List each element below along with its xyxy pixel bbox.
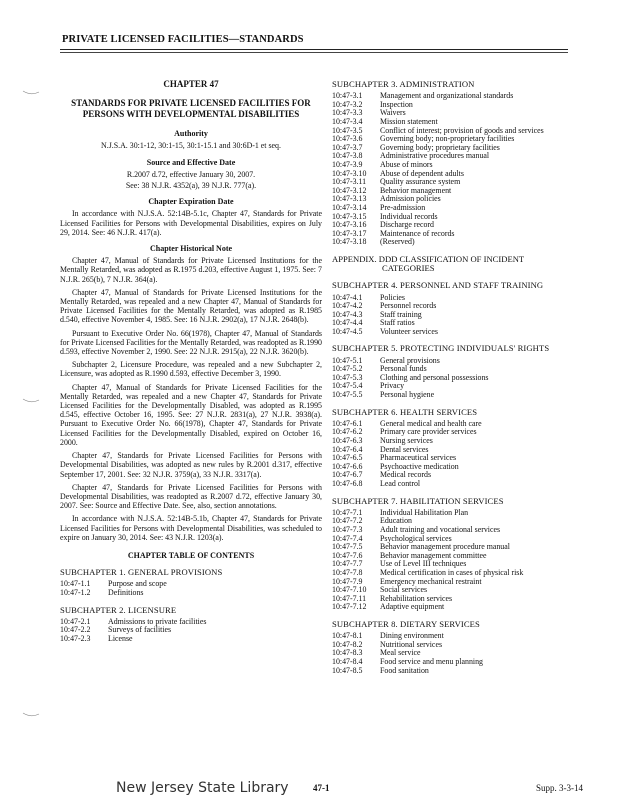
section-number: 10:47-8.4 [332,656,363,666]
history-heading: Chapter Historical Note [149,244,233,254]
section-title: Staff ratios [380,318,415,328]
history-paragraph: Subchapter 2, Licensure Procedure, was repealed and a new Subchapter 2, Licensure, was adopted as R.1990 d.593, effective December 3, 1990. [60,360,322,379]
page-number: 47-1 [313,783,330,793]
section-title: Pharmaceutical services [380,453,457,463]
section-number: 10:47-7.3 [332,524,363,534]
section-title: Maintenance of records [380,228,455,238]
section-number: 10:47-7.8 [332,567,363,577]
section-title: Medical records [380,470,432,480]
section-title: Behavior management committee [380,550,487,560]
subchapter-heading: SUBCHAPTER 5. PROTECTING INDIVIDUALS' RIGHTS [332,343,550,354]
toc-entry [332,230,564,239]
toc-list [332,92,564,247]
history-paragraph: In accordance with N.J.S.A. 52:14B-5.1b, Chapter 47, Standards for Private Licensed Facilities for Persons with Developmental Disabilities, was scheduled to expire on January 30, 2014. See: 43 N.J.R. 1203(a). [60,514,322,542]
toc-entry [60,618,322,627]
section-title: Personal funds [380,364,427,374]
margin-mark [22,90,40,96]
toc-entry [332,357,564,366]
section-number: 10:47-1.2 [60,587,91,597]
section-title: Personal hygiene [380,390,435,400]
section-title: Primary care provider services [380,427,477,437]
subchapter-heading: SUBCHAPTER 8. DIETARY SERVICES [332,618,480,629]
section-title: Use of Level III techniques [380,559,467,569]
margin-mark [22,712,40,718]
section-title: Psychological services [380,533,452,543]
section-number: 10:47-3.12 [332,185,367,195]
section-title: Education [380,516,412,526]
section-number: 10:47-7.2 [332,516,363,526]
history-paragraph: Chapter 47, Manual of Standards for Private Licensed Institutions for the Mentally Retarded, was adopted as R.1975 d.203, effective August 1, 1975. See: 7 N.J.R. 265(b), 7 N.J.R. 364(a). [60,256,322,284]
section-title: Medical certification in cases of physical risk [380,567,524,577]
supplement-date: Supp. 3-3-14 [536,783,583,793]
section-title: Administrative procedures manual [380,151,490,161]
section-title: Pre-admission [380,202,426,212]
appendix-line: APPENDIX. DDD CLASSIFICATION OF INCIDENT [332,253,525,264]
section-title: Purpose and scope [108,579,167,589]
section-title: Clothing and personal possessions [380,372,489,382]
history-paragraph: Pursuant to Executive Order No. 66(1978), Chapter 47, Manual of Standards for Private Licensed Facilities for the Mentally Retarded, was readopted as R.1990 d.593, effective November 2, 1990. See: 22 N.J.R. 2915(a), 22 N.J.R. 3620(b). [60,328,322,357]
toc-entry [332,302,564,311]
section-title: Quality assurance system [380,177,461,187]
toc-entry [332,428,564,437]
section-title: Personnel records [380,301,437,311]
section-number: 10:47-7.1 [332,507,363,517]
section-number: 10:47-5.1 [332,355,363,365]
section-number: 10:47-6.4 [332,444,363,454]
section-number: 10:47-3.14 [332,202,367,212]
section-title: Admission policies [380,194,441,204]
section-number: 10:47-5.2 [332,364,363,374]
toc-entry [332,463,564,472]
section-title: Behavior management [380,185,452,195]
section-title: Discharge record [380,220,434,230]
header-rule [60,49,568,50]
toc-entry [332,109,564,118]
section-number: 10:47-4.2 [332,301,363,311]
toc-entry [332,603,564,612]
section-title: Dental services [380,444,429,454]
toc-list [332,509,564,612]
section-number: 10:47-2.3 [60,633,91,643]
section-title: Management and organizational standards [380,91,514,101]
toc-list [332,357,564,400]
section-number: 10:47-6.3 [332,436,363,446]
section-number: 10:47-7.12 [332,602,367,612]
toc-entry [332,471,564,480]
section-number: 10:47-8.3 [332,648,363,658]
toc-entry [332,578,564,587]
toc-entry [332,595,564,604]
section-number: 10:47-7.7 [332,559,363,569]
toc-entry [332,658,564,667]
section-title: Nutritional services [380,639,443,649]
section-title: General provisions [380,355,440,365]
section-title: Nursing services [380,436,433,446]
section-number: 10:47-6.1 [332,418,363,428]
section-title: Policies [380,292,405,302]
section-number: 10:47-5.3 [332,372,363,382]
toc-entry [332,382,564,391]
margin-mark [22,398,40,404]
section-title: License [108,633,133,643]
right-column [332,80,564,677]
section-title: Inspection [380,99,413,109]
section-title: Abuse of dependent adults [380,168,464,178]
toc-entry [332,328,564,337]
section-title: Volunteer services [380,326,438,336]
page-footer [0,780,618,798]
section-number: 10:47-6.8 [332,479,363,488]
section-number: 10:47-4.1 [332,292,363,302]
section-title: Mission statement [380,116,438,126]
section-title: Surveys of facilities [108,625,172,635]
section-number: 10:47-3.10 [332,168,367,178]
section-number: 10:47-3.2 [332,99,363,109]
section-title: Behavior management procedure manual [380,542,510,552]
section-number: 10:47-7.11 [332,593,367,603]
section-number: 10:47-5.5 [332,390,363,400]
section-title: Staff training [380,309,422,319]
section-title: Adaptive equipment [380,602,445,612]
subchapter-heading: SUBCHAPTER 4. PERSONNEL AND STAFF TRAINING [332,280,544,291]
section-title: Abuse of minors [380,159,433,169]
section-number: 10:47-4.5 [332,326,363,336]
toc-heading: CHAPTER TABLE OF CONTENTS [127,550,255,560]
appendix-line: CATEGORIES [382,263,435,274]
section-title: Psychoactive medication [380,461,459,471]
subchapter-heading: SUBCHAPTER 7. HABILITATION SERVICES [332,495,504,506]
section-number: 10:47-3.16 [332,220,367,230]
section-title: Social services [380,585,428,595]
section-title: Adult training and vocational services [380,524,501,534]
section-number: 10:47-3.5 [332,125,363,135]
section-title: Rehabilitation services [380,593,453,603]
section-title: Admissions to private facilities [108,616,207,626]
section-title: Food service and menu planning [380,656,483,666]
section-number: 10:47-6.6 [332,461,363,471]
section-number: 10:47-6.7 [332,470,363,480]
section-number: 10:47-5.4 [332,381,363,391]
section-number: 10:47-4.3 [332,309,363,319]
subchapter-heading: SUBCHAPTER 6. HEALTH SERVICES [332,406,478,417]
section-title: Conflict of interest; provision of goods and services [380,125,544,135]
section-number: 10:47-3.6 [332,134,363,144]
history-paragraph: Chapter 47, Standards for Private Licensed Facilities for Persons with Developmental Disabilities, was readopted as R.2007 d.72, effective January 30, 2007. See: Source and Effective Date. See, also, section annotations. [60,482,322,511]
section-title: Food sanitation [380,665,429,675]
toc-entry [332,374,564,383]
toc-entry [332,238,564,247]
toc-list [332,294,564,337]
toc-entry [332,92,564,101]
section-number: 10:47-3.11 [332,177,367,187]
toc-entry [332,632,564,641]
section-title: Governing body; non-proprietary facilities [380,134,515,144]
history-paragraph: Chapter 47, Manual of Standards for Private Licensed Facilities for the Mentally Retarded, was repealed and a new Chapter 47, Standards for Private Licensed Facilities for the Developmentally Disabled, was adopted as R.1995 d.545, effective October 16, 1995. See: 27 N.J.R. 2831(a), 27 N.J.R. 3938(a). Pursuant to Executive Order No. 66(1978), Chapter 47, Standards for Private Licensed Facilities for the Developmentally Disabled, expired on October 16, 2000. [60,382,322,447]
section-number: 10:47-8.1 [332,631,363,641]
section-title: (Reserved) [380,237,415,247]
toc-entry [60,626,322,635]
toc-entry [332,152,564,161]
history-paragraph: Chapter 47, Manual of Standards for Private Licensed Institutions for the Mentally Retarded, was repealed and a new Chapter 47, Manual of Standards for Private Licensed Facilities for the Mentally Retarded, was adopted as R.1985 d.540, effective November 4, 1985. See: 16 N.J.R. 2902(a), 17 N.J.R. 2648(b). [60,287,322,325]
toc-list [332,420,564,489]
source-line: R.2007 d.72, effective January 30, 2007. [126,169,256,179]
expiration-heading: Chapter Expiration Date [148,197,234,207]
toc-entry [332,213,564,222]
section-title: Privacy [380,381,405,391]
section-number: 10:47-3.7 [332,142,363,152]
subchapter-heading: SUBCHAPTER 3. ADMINISTRATION [332,79,475,89]
section-number: 10:47-8.5 [332,665,363,675]
section-title: Waivers [380,108,406,118]
toc-entry [60,589,322,598]
expiration-text: In accordance with N.J.S.A. 52:14B-5.1c, Chapter 47, Standards for Private Licensed Facilities for Persons with Developmental Disabilities, expires on July 29, 2014. See: 46 N.J.R. 417(a). [60,209,322,237]
section-title: Emergency mechanical restraint [380,576,482,586]
section-title: Governing body; proprietary facilities [380,142,500,152]
toc-entry [332,187,564,196]
section-number: 10:47-3.15 [332,211,367,221]
authority-heading: Authority [174,129,208,139]
toc-entry [332,391,564,400]
section-number: 10:47-3.13 [332,194,367,204]
authority-text: N.J.S.A. 30:1-12, 30:1-15, 30:1-15.1 and 30:6D-1 et seq. [101,141,281,151]
toc-entry [332,437,564,446]
section-number: 10:47-1.1 [60,579,91,589]
section-number: 10:47-7.9 [332,576,363,586]
toc-entry [332,311,564,320]
section-title: Dining environment [380,631,444,641]
toc-entry [332,101,564,110]
source-heading: Source and Effective Date [146,157,236,167]
subchapter-heading: SUBCHAPTER 2. LICENSURE [60,604,177,615]
section-number: 10:47-2.2 [60,625,91,635]
library-watermark: New Jersey State Library [116,780,289,796]
section-number: 10:47-8.2 [332,639,363,649]
appendix-heading [332,255,564,273]
running-head: PRIVATE LICENSED FACILITIES—STANDARDS [62,34,304,45]
toc-entry [60,635,322,644]
toc-entry [332,667,564,676]
left-column [60,80,322,646]
section-number: 10:47-7.10 [332,585,367,595]
toc-list [60,580,322,597]
section-number: 10:47-3.18 [332,237,367,247]
section-title: Meal service [380,648,421,658]
toc-entry [332,509,564,518]
section-title: Lead control [380,479,421,488]
section-title: Definitions [108,587,144,597]
section-number: 10:47-7.4 [332,533,363,543]
toc-list [60,618,322,644]
section-title: Individual records [380,211,438,221]
toc-entry [60,580,322,589]
section-number: 10:47-3.9 [332,159,363,169]
toc-entry [332,294,564,303]
history-paragraph: Chapter 47, Standards for Private Licensed Facilities for Persons with Developmental Disabilities, was adopted as new rules by R.2001 d.317, effective September 17, 2001. See: 32 N.J.R. 3759(a), 33 N.J.R. 3317(a). [60,451,322,479]
toc-entry [332,204,564,213]
section-number: 10:47-2.1 [60,616,91,626]
toc-entry [332,641,564,650]
section-number: 10:47-3.8 [332,151,363,161]
section-title: Individual Habilitation Plan [380,507,469,517]
section-number: 10:47-7.5 [332,542,363,552]
section-number: 10:47-3.17 [332,228,367,238]
section-number: 10:47-7.6 [332,550,363,560]
toc-entry [332,480,564,489]
subchapter-heading: SUBCHAPTER 1. GENERAL PROVISIONS [60,567,223,578]
chapter-number: CHAPTER 47 [163,79,219,89]
section-number: 10:47-3.4 [332,116,363,126]
toc-list [332,632,564,675]
section-number: 10:47-6.5 [332,453,363,463]
toc-entry [332,319,564,328]
source-line: See: 38 N.J.R. 4352(a), 39 N.J.R. 777(a). [125,181,257,191]
toc-entry [332,195,564,204]
section-number: 10:47-3.1 [332,91,363,101]
chapter-title: STANDARDS FOR PRIVATE LICENSED FACILITIES FOR PERSONS WITH DEVELOPMENTAL DISABILITIES [71,98,311,119]
section-number: 10:47-3.3 [332,108,363,118]
header-rule-thin [60,52,568,53]
section-number: 10:47-6.2 [332,427,363,437]
section-title: General medical and health care [380,418,482,428]
section-number: 10:47-4.4 [332,318,363,328]
